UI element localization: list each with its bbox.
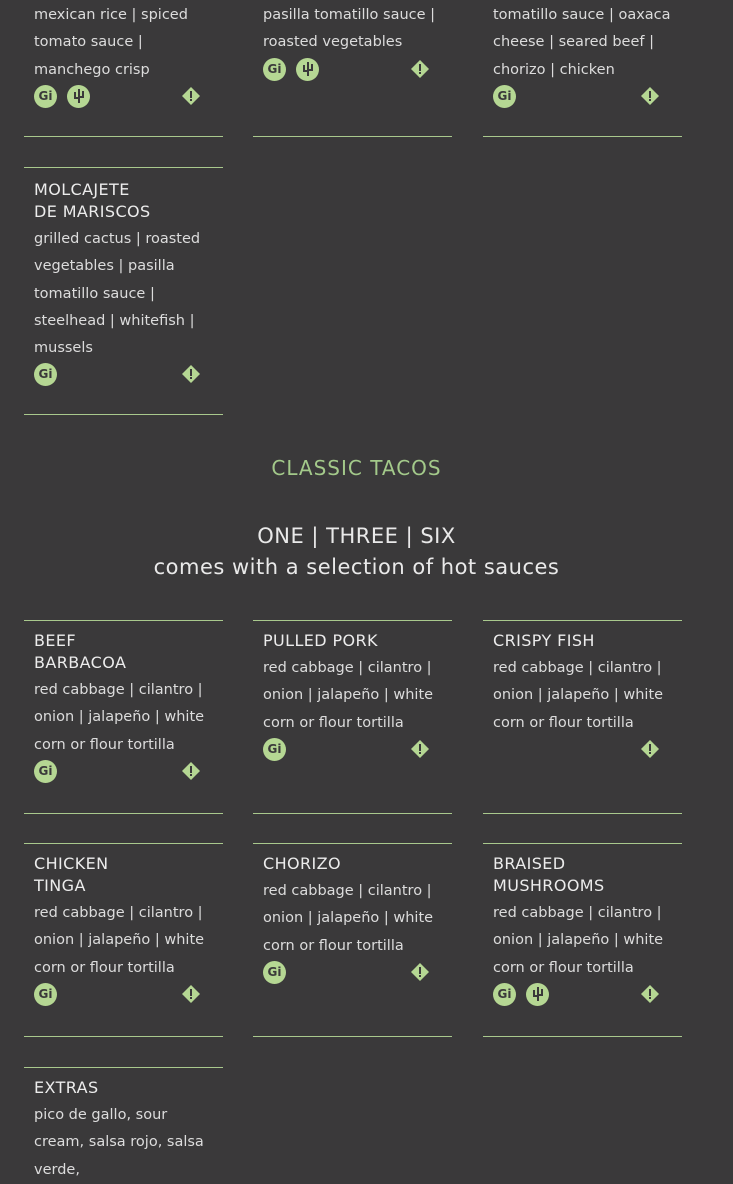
card-description: red cabbage | cilantro | onion | jalapeño | white corn or flour tortilla	[493, 905, 664, 976]
card-icons	[34, 760, 213, 788]
menu-card-crispy-fish	[483, 620, 682, 814]
allergen-alert-icon	[640, 984, 660, 1004]
card-description: pico de gallo, sour cream, salsa rojo, salsa verde,	[34, 1107, 204, 1178]
card-description: red cabbage | cilantro | onion | jalapeño | white corn or flour tortilla	[263, 660, 434, 731]
menu-card-top-3	[483, 0, 682, 137]
card-title: CHICKEN TINGA	[34, 854, 109, 895]
card-description: pasilla tomatillo sauce | roasted vegetables	[263, 7, 436, 51]
card-icons	[34, 363, 213, 391]
card-icons	[34, 85, 213, 113]
card-icons	[263, 738, 442, 766]
menu-card-top-2	[253, 0, 452, 137]
card-title: CRISPY FISH	[493, 631, 595, 650]
gi-icon: Gi	[34, 85, 57, 108]
gi-icon: Gi	[493, 85, 516, 108]
menu-card-pulled-pork	[253, 620, 452, 814]
section-subtitle-sauces: comes with a selection of hot sauces	[153, 555, 560, 579]
card-icons	[493, 738, 672, 766]
card-title: EXTRAS	[34, 1078, 99, 1097]
card-title: CHORIZO	[263, 854, 341, 873]
gi-icon: Gi	[263, 58, 286, 81]
allergen-alert-icon	[181, 984, 201, 1004]
menu-card-braised-mushrooms	[483, 843, 682, 1037]
gi-icon: Gi	[34, 363, 57, 386]
allergen-alert-icon	[181, 364, 201, 384]
section-title-classic-tacos: CLASSIC TACOS	[271, 456, 442, 480]
card-description: red cabbage | cilantro | onion | jalapeño | white corn or flour tortilla	[34, 682, 205, 753]
card-description: red cabbage | cilantro | onion | jalapeño | white corn or flour tortilla	[493, 660, 664, 731]
section-subtitle-sizes: ONE | THREE | SIX	[257, 524, 456, 548]
gi-icon: Gi	[493, 983, 516, 1006]
menu-card-beef-barbacoa	[24, 620, 223, 814]
menu-card-extras	[24, 1067, 223, 1178]
card-title: BRAISED MUSHROOMS	[493, 854, 605, 895]
allergen-alert-icon	[410, 739, 430, 759]
allergen-alert-icon	[640, 86, 660, 106]
card-icons	[34, 983, 213, 1011]
cactus-icon	[67, 85, 90, 108]
card-description: mexican rice | spiced tomato sauce | manchego crisp	[34, 7, 188, 78]
gi-icon: Gi	[34, 983, 57, 1006]
allergen-alert-icon	[410, 962, 430, 982]
card-description: grilled cactus | roasted vegetables | pasilla tomatillo sauce | steelhead | whitefish | mussels	[34, 231, 201, 357]
menu-card-chicken-tinga	[24, 843, 223, 1037]
card-icons	[493, 983, 672, 1011]
card-description: tomatillo sauce | oaxaca cheese | seared beef | chorizo | chicken	[493, 7, 671, 78]
card-title: MOLCAJETE DE MARISCOS	[34, 180, 151, 221]
card-title: PULLED PORK	[263, 631, 378, 650]
gi-icon: Gi	[263, 738, 286, 761]
menu-card-chorizo	[253, 843, 452, 1037]
menu-card-molcajete	[24, 167, 223, 415]
cactus-icon	[296, 58, 319, 81]
card-description: red cabbage | cilantro | onion | jalapeño | white corn or flour tortilla	[263, 883, 434, 954]
card-icons	[263, 961, 442, 989]
allergen-alert-icon	[181, 761, 201, 781]
allergen-alert-icon	[181, 86, 201, 106]
gi-icon: Gi	[263, 961, 286, 984]
card-description: red cabbage | cilantro | onion | jalapeño | white corn or flour tortilla	[34, 905, 205, 976]
allergen-alert-icon	[640, 739, 660, 759]
card-icons	[493, 85, 672, 113]
allergen-alert-icon	[410, 59, 430, 79]
gi-icon: Gi	[34, 760, 57, 783]
card-icons	[263, 58, 442, 86]
menu-card-top-1	[24, 0, 223, 137]
cactus-icon	[526, 983, 549, 1006]
card-title: BEEF BARBACOA	[34, 631, 127, 672]
